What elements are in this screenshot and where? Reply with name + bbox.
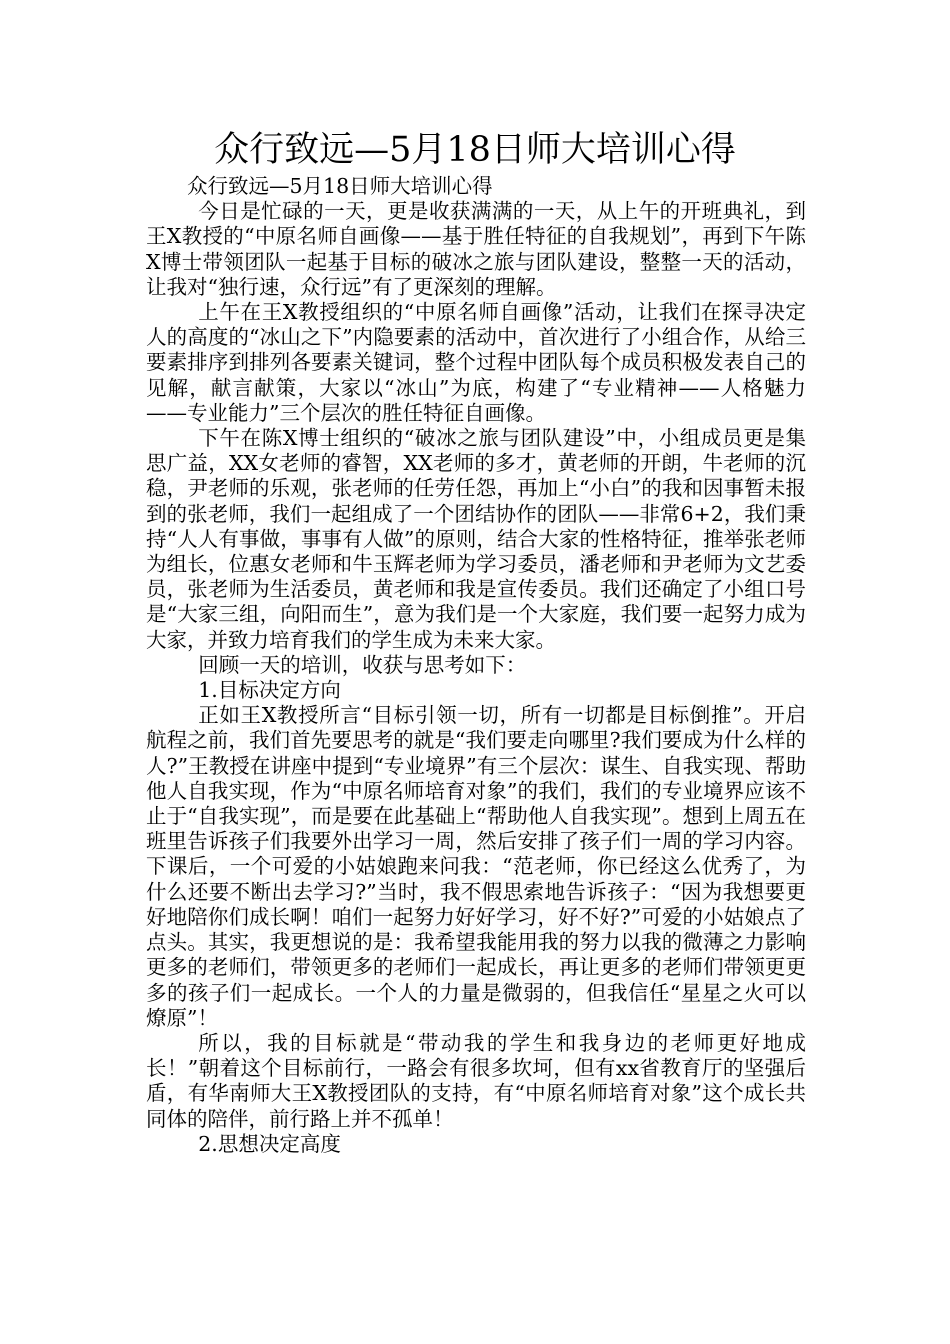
- body-paragraph-intro: 今日是忙碌的一天，更是收获满满的一天，从上午的开班典礼，到王X教授的“中原名师自画像——基于胜任特征的自我规划”，再到下午陈X博士带领团队一起基于目标的破冰之旅与团队建设，整整一天的活动，让我对“独行速，众行远”有了更深刻的理解。: [146, 199, 806, 299]
- document-body: [146, 174, 806, 1157]
- body-paragraph-goal: 正如王X教授所言“目标引领一切，所有一切都是目标倒推”。开启航程之前，我们首先要思考的就是“我们要走向哪里?我们要成为什么样的人?”王教授在讲座中提到“专业境界”有三个层次：谋生、自我实现、帮助他人自我实现，作为“中原名师培育对象”的我们，我们的专业境界应该不止于“自我实现”，而是要在此基础上“帮助他人自我实现”。想到上周五在班里告诉孩子们我要外出学习一周，然后安排了孩子们一周的学习内容。下课后，一个可爱的小姑娘跑来问我：“范老师，你已经这么优秀了，为什么还要不断出去学习?”当时，我不假思索地告诉孩子：“因为我想要更好地陪你们成长啊！咱们一起努力好好学习，好不好?”可爱的小姑娘点了点头。其实，我更想说的是：我希望我能用我的努力以我的微薄之力影响更多的老师们，带领更多的老师们一起成长，再让更多的老师们带领更更多的孩子们一起成长。一个人的力量是微弱的，但我信任“星星之火可以燎原”！: [146, 703, 806, 1030]
- section-heading-thought: 2.思想决定高度: [198, 1131, 341, 1156]
- body-paragraph-afternoon: 下午在陈X博士组织的“破冰之旅与团队建设”中，小组成员更是集思广益，XX女老师的睿智，XX老师的多才，黄老师的开朗，牛老师的沉稳，尹老师的乐观，张老师的任劳任怨，再加上“小白”的我和因事暂未报到的张老师，我们一起组成了一个团结协作的团队——非常6+2，我们秉持“人人有事做，事事有人做”的原则，结合大家的性格特征，推举张老师为组长，位惠女老师和牛玉辉老师为学习委员，潘老师和尹老师为文艺委员，张老师为生活委员，黄老师和我是宣传委员。我们还确定了小组口号是“大家三组，向阳而生”，意为我们是一个大家庭，我们要一起努力成为大家，并致力培育我们的学生成为未来大家。: [146, 426, 806, 652]
- section-heading-goal: 1.目标决定方向: [198, 678, 341, 703]
- document-subtitle: 众行致远—5月18日师大培训心得: [187, 174, 493, 198]
- body-paragraph-morning: 上午在王X教授组织的“中原名师自画像”活动，让我们在探寻决定人的高度的“冰山之下”内隐要素的活动中，首次进行了小组合作，从给三要素排序到排列各要素关键词，整个过程中团队每个成员积极发表自己的见解，献言献策，大家以“冰山”为底，构建了“专业精神——人格魅力——专业能力”三个层次的胜任特征自画像。: [146, 300, 806, 425]
- body-paragraph-target: 所以，我的目标就是“带动我的学生和我身边的老师更好地成长！”朝着这个目标前行，一路会有很多坎坷，但有xx省教育厅的坚强后盾，有华南师大王X教授团队的支持，有“中原名师培育对象”这个成长共同体的陪伴，前行路上并不孤单！: [146, 1030, 806, 1131]
- body-paragraph-review: 回顾一天的培训，收获与思考如下：: [198, 652, 527, 677]
- document-title: 众行致远—5月18日师大培训心得: [214, 130, 736, 170]
